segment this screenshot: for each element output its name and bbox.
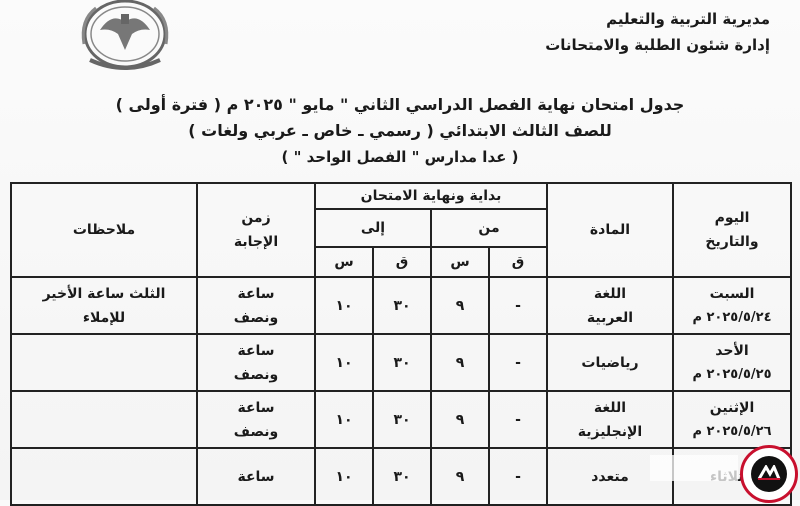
to-minute-cell: ٣٠ (373, 277, 431, 334)
header-from: من (431, 209, 547, 247)
site-logo-icon (740, 445, 798, 503)
header-to: إلى (315, 209, 431, 247)
exam-date: ٢٠٢٥/٥/٢٥ م (692, 366, 772, 382)
notes-line-1: الثلث ساعة الأخير (42, 285, 166, 302)
watermark-overlay (650, 455, 738, 481)
issuing-authority (545, 6, 770, 58)
to-hour-cell: ١٠ (315, 334, 373, 391)
header-row-1 (11, 183, 791, 209)
from-hour-cell: ٩ (431, 391, 489, 448)
header-day-label: اليوم (714, 210, 750, 226)
exam-date: ٢٠٢٥/٥/٢٦ م (692, 423, 772, 439)
header-day-date (673, 183, 791, 277)
day-date-cell (673, 334, 791, 391)
subject-line-2: رياضيات (581, 354, 639, 371)
notes-cell (11, 277, 197, 334)
header-to-minute: ق (373, 247, 431, 277)
duration-line-1: ساعة (237, 399, 275, 416)
duration-cell (197, 448, 315, 505)
duration-cell (197, 277, 315, 334)
day-name: الإثنين (709, 399, 755, 416)
duration-line-2: ونصف (233, 423, 279, 440)
notes-cell (11, 391, 197, 448)
subject-cell (547, 334, 673, 391)
duration-cell (197, 391, 315, 448)
site-logo-mark-icon (757, 465, 781, 481)
from-minute-cell: - (489, 334, 547, 391)
from-hour-cell: ٩ (431, 448, 489, 505)
to-minute-cell: ٣٠ (373, 448, 431, 505)
to-minute-cell: ٣٠ (373, 391, 431, 448)
day-name: السبت (709, 285, 755, 302)
subject-line-1: اللغة (593, 285, 627, 302)
day-name: الأحد (715, 342, 749, 359)
subject-line-1: متعدد (591, 468, 629, 485)
header-duration-label-2: الإجابة (233, 234, 279, 250)
duration-line-2: ونصف (233, 309, 279, 326)
duration-line-1: ساعة (237, 342, 275, 359)
header-date-label: والتاريخ (705, 234, 759, 250)
document-title-block (0, 92, 800, 170)
exam-date: ٢٠٢٥/٥/٢٤ م (692, 309, 772, 325)
org-line-2: إدارة شئون الطلبة والامتحانات (545, 36, 770, 54)
subject-line-1: اللغة (593, 399, 627, 416)
to-hour-cell: ١٠ (315, 277, 373, 334)
title-line-3: ( عدا مدارس " الفصل الواحد " ) (281, 148, 519, 166)
header-duration-label-1: زمن (241, 210, 271, 226)
from-minute-cell: - (489, 277, 547, 334)
title-line-1: جدول امتحان نهاية الفصل الدراسي الثاني " مايو " ٢٠٢٥ م ( فترة أولى ) (115, 95, 685, 114)
header-to-hour: س (315, 247, 373, 277)
duration-line-1: ساعة (237, 468, 275, 485)
day-date-cell (673, 277, 791, 334)
table-row (11, 277, 791, 334)
header-notes: ملاحظات (11, 183, 197, 277)
duration-line-2: ونصف (233, 366, 279, 383)
header-from-minute: ق (489, 247, 547, 277)
header-from-hour: س (431, 247, 489, 277)
from-hour-cell: ٩ (431, 334, 489, 391)
duration-line-1: ساعة (237, 285, 275, 302)
from-hour-cell: ٩ (431, 277, 489, 334)
eagle-emblem-icon (70, 0, 180, 80)
to-minute-cell: ٣٠ (373, 334, 431, 391)
notes-line-2: للإملاء (82, 309, 126, 326)
header-exam-span: بداية ونهاية الامتحان (315, 183, 547, 209)
from-minute-cell: - (489, 391, 547, 448)
notes-cell (11, 334, 197, 391)
table-row (11, 334, 791, 391)
header-duration (197, 183, 315, 277)
to-hour-cell: ١٠ (315, 391, 373, 448)
to-hour-cell: ١٠ (315, 448, 373, 505)
day-date-cell (673, 391, 791, 448)
from-minute-cell: - (489, 448, 547, 505)
table-row (11, 391, 791, 448)
subject-line-2: العربية (586, 309, 634, 326)
subject-cell (547, 391, 673, 448)
subject-cell (547, 277, 673, 334)
org-line-1: مديرية التربية والتعليم (606, 10, 770, 28)
subject-line-2: الإنجليزية (577, 423, 643, 440)
title-line-2: للصف الثالث الابتدائي ( رسمي ـ خاص ـ عربي ولغات ) (188, 121, 612, 140)
duration-cell (197, 334, 315, 391)
header-subject: المادة (547, 183, 673, 277)
notes-cell (11, 448, 197, 505)
